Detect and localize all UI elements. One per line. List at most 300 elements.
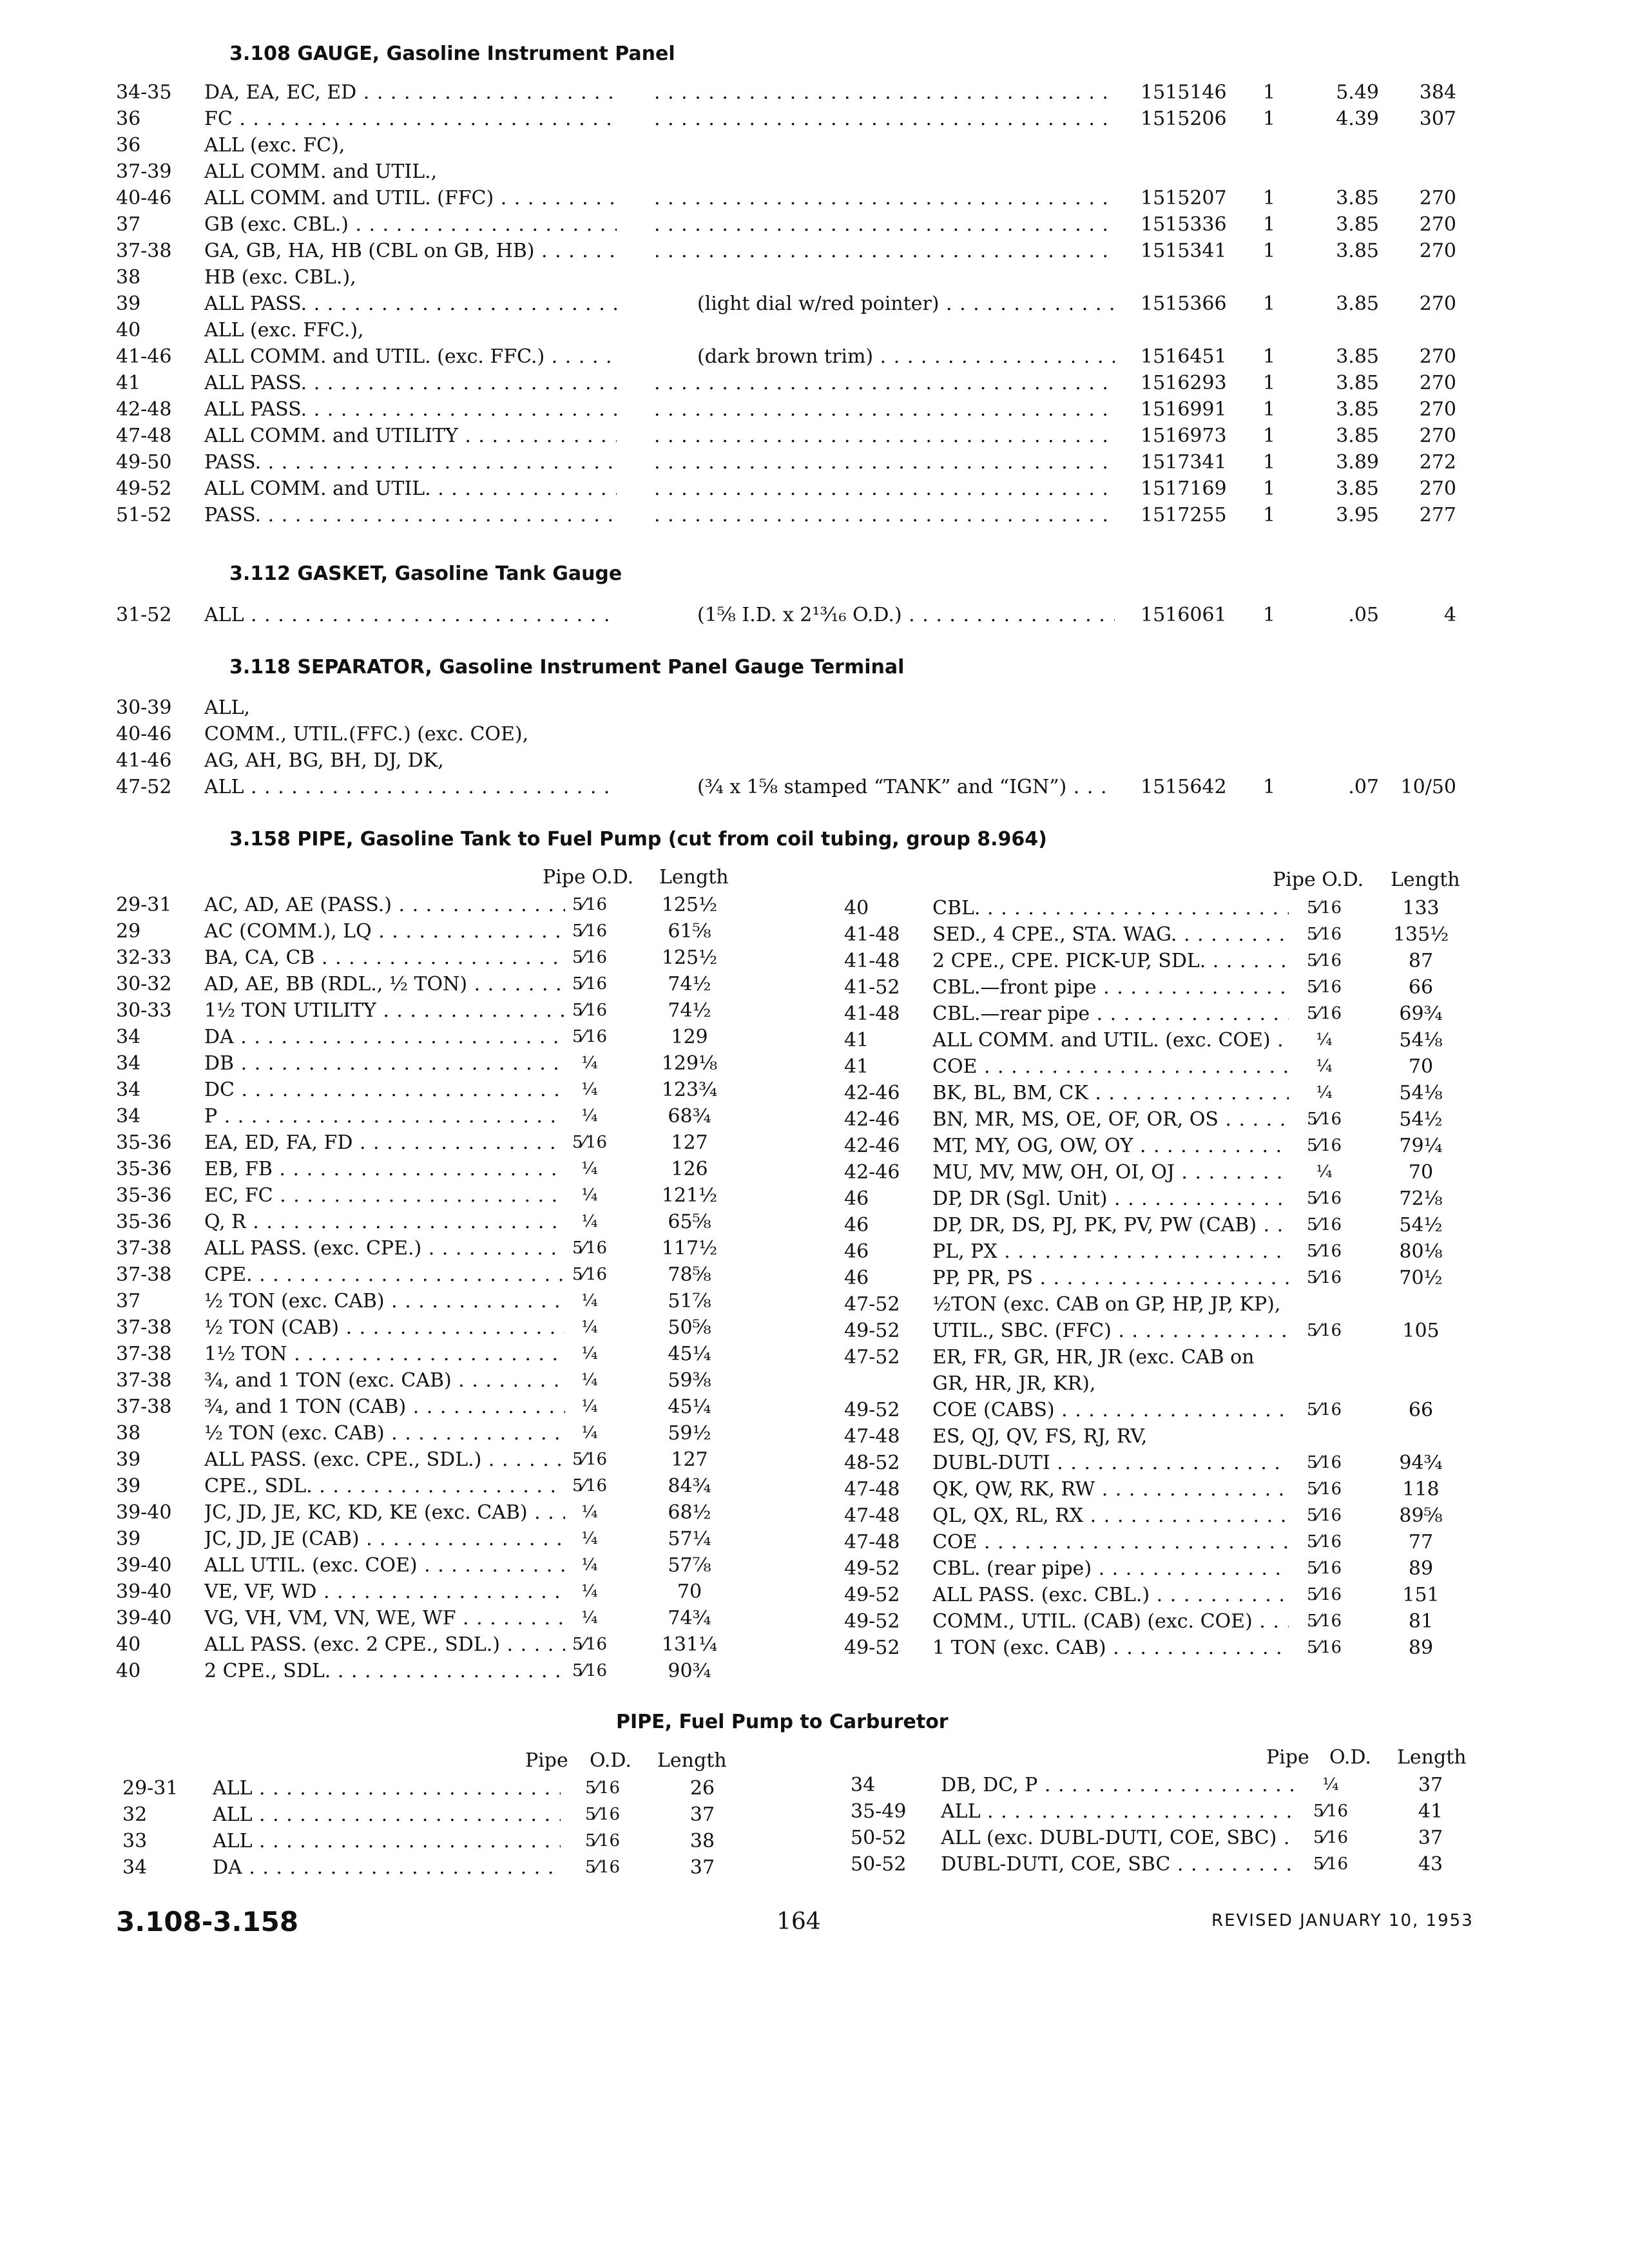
- quantity: 1: [1263, 81, 1276, 104]
- pipe-od: 5⁄16: [1313, 1828, 1348, 1847]
- model-description: QK, QW, RK, RW . . .: [932, 1476, 1289, 1503]
- model-year: 34: [851, 1774, 876, 1796]
- pipe-od: ¼: [581, 1529, 598, 1548]
- pipe-length: 54½: [1399, 1108, 1443, 1131]
- pipe-od: ¼: [581, 1106, 598, 1126]
- part-note: [654, 106, 1115, 132]
- model-year: 46: [844, 1240, 869, 1263]
- part-row: [0, 476, 1629, 502]
- model-description: ALL PASS. (exc. CBL.) . . .: [932, 1582, 1289, 1608]
- model-description: GB (exc. CBL.) . . .: [204, 211, 617, 238]
- pipe-length: 105: [1402, 1320, 1440, 1342]
- model-description: COE . . .: [932, 1053, 1289, 1080]
- pipe-od: 5⁄16: [572, 1265, 607, 1284]
- pipe-od: ¼: [581, 1291, 598, 1311]
- pipe-length: 65⅝: [668, 1211, 711, 1233]
- model-year: 41: [116, 372, 141, 394]
- model-description: DUBL-DUTI, COE, SBC . . .: [941, 1851, 1295, 1878]
- model-year: 38: [116, 266, 141, 289]
- pipe-od: 5⁄16: [572, 895, 607, 914]
- model-year: 49-52: [844, 1557, 900, 1580]
- model-year: 49-52: [844, 1637, 900, 1659]
- model-year: 39: [116, 1475, 141, 1497]
- pipe-row: [0, 1027, 1629, 1053]
- model-description: ½TON (exc. CAB on GP, HP, JP, KP),: [932, 1293, 1281, 1316]
- pipe-length: 151: [1402, 1584, 1440, 1606]
- model-description: ALL UTIL. (exc. COE) . . .: [204, 1552, 565, 1579]
- model-year: 42-46: [844, 1082, 900, 1104]
- model-year: 40: [844, 897, 869, 919]
- pipe-length: 45¼: [668, 1396, 711, 1418]
- model-year: 31-52: [116, 604, 172, 626]
- model-description: 1½ TON UTILITY . . .: [204, 997, 565, 1024]
- pipe-length: 72⅛: [1399, 1187, 1443, 1210]
- pipe-row: [0, 1159, 1629, 1186]
- pipe-od: ¼: [581, 1397, 598, 1416]
- model-year: 39-40: [116, 1501, 172, 1524]
- model-year: 42-48: [116, 398, 172, 421]
- pipe-row: [0, 1397, 1629, 1423]
- pipe-row: [0, 1582, 1629, 1608]
- model-year: 37-39: [116, 160, 172, 183]
- pipe-od: 5⁄16: [1307, 1004, 1342, 1023]
- quantity: 1: [1263, 504, 1276, 526]
- pipe-row: [0, 921, 1629, 948]
- part-number: 1516991: [1141, 398, 1227, 421]
- list-price: 5.49: [1336, 81, 1379, 104]
- model-year: 47-48: [844, 1478, 900, 1501]
- weight: 4: [1443, 604, 1456, 626]
- model-description: CBL.—rear pipe . . .: [932, 1001, 1289, 1027]
- pipe-length: 51⅞: [668, 1290, 711, 1312]
- model-year: 35-36: [116, 1131, 172, 1154]
- pipe-od: 5⁄16: [1307, 1532, 1342, 1552]
- model-year: 41: [844, 1029, 869, 1052]
- model-year: 36: [116, 134, 141, 157]
- pipe-length: 81: [1408, 1610, 1434, 1633]
- pipe-od: 5⁄16: [572, 921, 607, 941]
- pipe-od: ¼: [581, 1370, 598, 1390]
- part-note: [654, 449, 1115, 476]
- model-description: ALL . . .: [204, 602, 617, 628]
- part-row: [0, 264, 1629, 291]
- pipe-length: 70½: [1399, 1267, 1443, 1289]
- pipe-row: [0, 895, 1629, 921]
- part-row: [0, 132, 1629, 159]
- pipe-row: [0, 1825, 1629, 1851]
- pipe-od: 5⁄16: [572, 1476, 607, 1495]
- model-description: EB, FB . . .: [204, 1156, 565, 1182]
- model-year: 41-46: [116, 749, 172, 772]
- section-heading-3-108: 3.108 GAUGE, Gasoline Instrument Panel: [229, 43, 675, 65]
- model-description: ALL PASS. (exc. 2 CPE., SDL.) . . .: [204, 1631, 565, 1658]
- list-price: 3.85: [1336, 240, 1379, 262]
- pipe-length: 70: [1408, 1161, 1434, 1184]
- part-number: 1517341: [1141, 451, 1227, 474]
- pipe-od: 5⁄16: [585, 1805, 620, 1824]
- model-year: 34: [116, 1052, 141, 1075]
- model-year: 39-40: [116, 1607, 172, 1629]
- model-description: 1½ TON . . .: [204, 1341, 565, 1367]
- model-year: 39-40: [116, 1581, 172, 1603]
- part-note: [654, 396, 1115, 423]
- list-price: 3.85: [1336, 477, 1379, 500]
- model-year: 49-52: [844, 1399, 900, 1421]
- model-year: 36: [116, 108, 141, 130]
- model-year: 39: [116, 1448, 141, 1471]
- pipe-length: 78⅝: [668, 1264, 711, 1286]
- pipe-od: ¼: [581, 1053, 598, 1073]
- model-year: 35-36: [116, 1211, 172, 1233]
- model-year: 49-52: [844, 1584, 900, 1606]
- pipe-length: 127: [671, 1448, 708, 1471]
- model-description: COMM., UTIL.(FFC.) (exc. COE),: [204, 723, 529, 745]
- model-year: 42-46: [844, 1161, 900, 1184]
- model-description: ½ TON (exc. CAB) . . .: [204, 1288, 565, 1314]
- pipe-length: 59½: [668, 1422, 711, 1445]
- pipe-od: ¼: [581, 1159, 598, 1178]
- model-description: SED., 4 CPE., STA. WAG. . . .: [932, 921, 1289, 948]
- pipe-od: 5⁄16: [1313, 1802, 1348, 1821]
- pipe-row: [0, 1106, 1629, 1133]
- model-year: 34: [116, 1105, 141, 1128]
- part-note: [654, 238, 1115, 264]
- pipe-length: 66: [1408, 1399, 1434, 1421]
- model-year: 30-39: [116, 697, 172, 719]
- part-number: 1515336: [1141, 213, 1227, 236]
- pipe-length: 61⅝: [668, 920, 711, 943]
- model-year: 42-46: [844, 1108, 900, 1131]
- pipe-length: 77: [1408, 1531, 1434, 1553]
- model-description: ALL PASS. (exc. CPE.) . . .: [204, 1235, 565, 1262]
- model-description: DA . . .: [213, 1854, 561, 1881]
- pipe-od: ¼: [581, 1423, 598, 1443]
- model-year: 47-52: [844, 1346, 900, 1369]
- model-description: DP, DR, DS, PJ, PK, PV, PW (CAB) . . .: [932, 1212, 1289, 1238]
- pipe-row: [0, 948, 1629, 974]
- model-description: ALL . . .: [213, 1775, 561, 1802]
- pipe-row: [0, 1001, 1629, 1027]
- list-price: 3.89: [1336, 451, 1379, 474]
- pipe-od: 5⁄16: [1307, 1453, 1342, 1472]
- pipe-length: 94¾: [1399, 1452, 1443, 1474]
- model-year: 39: [116, 1528, 141, 1550]
- pipe-od: ¼: [581, 1555, 598, 1575]
- pipe-od: 5⁄16: [572, 948, 607, 967]
- part-note: (light dial w/red pointer) . . .: [697, 291, 1115, 317]
- pipe-length: 45¼: [668, 1343, 711, 1365]
- pipe-length: 80⅛: [1399, 1240, 1443, 1263]
- part-number: 1515366: [1141, 293, 1227, 315]
- pipe-row: [0, 1798, 1629, 1825]
- model-description: PL, PX . . .: [932, 1238, 1289, 1265]
- model-year: 48-52: [844, 1452, 900, 1474]
- list-price: 3.95: [1336, 504, 1379, 526]
- part-row: [0, 291, 1629, 317]
- part-row: [0, 602, 1629, 628]
- model-description: ALL COMM. and UTIL. . . .: [204, 476, 617, 502]
- part-note: (¾ x 1⅝ stamped “TANK” and “IGN”) . . .: [697, 774, 1115, 800]
- pipe-length: 69¾: [1399, 1003, 1443, 1025]
- pipe-length: 38: [689, 1830, 715, 1852]
- pipe-length: 118: [1402, 1478, 1440, 1501]
- pipe-row: [0, 1212, 1629, 1238]
- col-header-pipe-od-right: Pipe O.D.: [1273, 869, 1364, 891]
- pipe-row: [0, 1318, 1629, 1344]
- model-year: 46: [844, 1267, 869, 1289]
- model-description: VG, VH, VM, VN, WE, WF . . .: [204, 1605, 565, 1631]
- pipe-row: [0, 1851, 1629, 1878]
- weight: 270: [1419, 345, 1456, 368]
- list-price: 3.85: [1336, 345, 1379, 368]
- list-price: 3.85: [1336, 372, 1379, 394]
- pipe-row: [0, 1608, 1629, 1635]
- part-row: [0, 396, 1629, 423]
- model-description: ALL . . .: [204, 774, 617, 800]
- pipe-row: [0, 1080, 1629, 1106]
- part-number: 1516061: [1141, 604, 1227, 626]
- pipe-row: [0, 1344, 1629, 1370]
- pipe-row: [0, 1450, 1629, 1476]
- part-number: 1517169: [1141, 477, 1227, 500]
- pipe-row: [0, 1658, 1629, 1684]
- model-description: ALL COMM. and UTIL. (FFC) . . .: [204, 185, 617, 211]
- part-row: [0, 721, 1629, 747]
- model-year: 51-52: [116, 504, 172, 526]
- part-row: [0, 343, 1629, 370]
- part-note: [654, 79, 1115, 106]
- quantity: 1: [1263, 398, 1276, 421]
- pipe-od: ¼: [1316, 1057, 1333, 1076]
- col-header-length-right: Length: [1391, 869, 1460, 891]
- pipe-length: 66: [1408, 976, 1434, 999]
- model-description: CPE., SDL. . . .: [204, 1473, 565, 1499]
- model-year: 47-48: [844, 1425, 900, 1448]
- pipe-length: 57⅞: [668, 1554, 711, 1577]
- list-price: 3.85: [1336, 213, 1379, 236]
- weight: 270: [1419, 187, 1456, 209]
- model-description: ALL (exc. FC),: [204, 134, 345, 157]
- model-year: 41-48: [844, 923, 900, 946]
- model-description: JC, JD, JE (CAB) . . .: [204, 1526, 565, 1552]
- pipe-length: 68¾: [668, 1105, 711, 1128]
- pipe-od: 5⁄16: [1307, 1506, 1342, 1525]
- pipe-row: [0, 1635, 1629, 1661]
- part-row: [0, 774, 1629, 800]
- model-description: DA, EA, EC, ED . . .: [204, 79, 617, 106]
- model-description: ES, QJ, QV, FS, RJ, RV,: [932, 1425, 1148, 1448]
- model-description: AG, AH, BG, BH, DJ, DK,: [204, 749, 444, 772]
- pipe-length: 68½: [668, 1501, 711, 1524]
- section-heading-3-118: 3.118 SEPARATOR, Gasoline Instrument Panel Gauge Terminal: [229, 656, 905, 678]
- pipe-length: 126: [671, 1158, 708, 1180]
- model-year: 30-32: [116, 973, 172, 995]
- model-description: CBL.—front pipe . . .: [932, 974, 1289, 1001]
- model-description: AC, AD, AE (PASS.) . . .: [204, 892, 565, 918]
- model-description: ALL . . .: [213, 1802, 561, 1828]
- model-description: ½ TON (CAB) . . .: [204, 1314, 565, 1341]
- quantity: 1: [1263, 604, 1276, 626]
- pipe-od: 5⁄16: [572, 974, 607, 994]
- pipe-length: 74¾: [668, 1607, 711, 1629]
- model-year: 49-50: [116, 451, 172, 474]
- model-description: P . . .: [204, 1103, 565, 1129]
- section-heading-carburetor-pipe: PIPE, Fuel Pump to Carburetor: [616, 1711, 949, 1733]
- part-row: [0, 106, 1629, 132]
- model-description: AD, AE, BB (RDL., ½ TON) . . .: [204, 971, 565, 997]
- model-year: 49-52: [844, 1610, 900, 1633]
- list-price: 3.85: [1336, 398, 1379, 421]
- pipe-row: [0, 1265, 1629, 1291]
- model-description: CPE. . . .: [204, 1262, 565, 1288]
- model-year: 37-38: [116, 240, 172, 262]
- col-header-od-left: O.D.: [590, 1749, 631, 1772]
- model-description: ALL COMM. and UTIL.,: [204, 160, 438, 183]
- pipe-length: 90¾: [668, 1660, 711, 1682]
- model-description: BK, BL, BM, CK . . .: [932, 1080, 1289, 1106]
- weight: 270: [1419, 425, 1456, 447]
- part-row: [0, 317, 1629, 343]
- list-price: .07: [1348, 776, 1379, 798]
- pipe-od: ¼: [581, 1344, 598, 1363]
- model-description: CBL. . . .: [932, 895, 1289, 921]
- pipe-row: [0, 1503, 1629, 1529]
- pipe-length: 43: [1418, 1853, 1443, 1876]
- pipe-od: ¼: [581, 1186, 598, 1205]
- col-header-pipe-od-left: Pipe O.D.: [543, 866, 634, 889]
- pipe-od: 5⁄16: [572, 1001, 607, 1020]
- pipe-od: 5⁄16: [572, 1238, 607, 1258]
- col-header-pipe-left: Pipe: [525, 1749, 568, 1772]
- model-description: ALL (exc. FFC.),: [204, 319, 364, 341]
- model-year: 37: [116, 1290, 141, 1312]
- model-year: 47-52: [844, 1293, 900, 1316]
- weight: 270: [1419, 213, 1456, 236]
- list-price: 3.85: [1336, 425, 1379, 447]
- model-description: ALL PASS. (exc. CPE., SDL.) . . .: [204, 1446, 565, 1473]
- model-year: 41-46: [116, 345, 172, 368]
- pipe-od: ¼: [1316, 1162, 1333, 1182]
- model-description: ALL PASS. . . .: [204, 396, 617, 423]
- model-year: 46: [844, 1187, 869, 1210]
- pipe-row: [0, 1370, 1629, 1397]
- model-year: 37-38: [116, 1369, 172, 1392]
- model-description: DC . . .: [204, 1077, 565, 1103]
- pipe-length: 37: [1418, 1774, 1443, 1796]
- model-year: 34: [116, 1079, 141, 1101]
- part-number: 1515207: [1141, 187, 1227, 209]
- pipe-row: [0, 1133, 1629, 1159]
- model-year: 35-36: [116, 1158, 172, 1180]
- pipe-row: [0, 1555, 1629, 1582]
- pipe-length: 89: [1408, 1557, 1434, 1580]
- model-description: ALL COMM. and UTILITY . . .: [204, 423, 617, 449]
- part-row: [0, 747, 1629, 774]
- model-year: 34: [122, 1856, 148, 1879]
- model-year: 47-48: [844, 1531, 900, 1553]
- pipe-length: 131¼: [661, 1633, 718, 1656]
- model-description: ALL (exc. DUBL-DUTI, COE, SBC) . . .: [941, 1825, 1295, 1851]
- pipe-length: 37: [689, 1856, 715, 1879]
- model-year: 37-38: [116, 1237, 172, 1260]
- weight: 270: [1419, 372, 1456, 394]
- model-description: BN, MR, MS, OE, OF, OR, OS . . .: [932, 1106, 1289, 1133]
- pipe-length: 84¾: [668, 1475, 711, 1497]
- part-row: [0, 79, 1629, 106]
- pipe-od: 5⁄16: [1307, 1559, 1342, 1578]
- model-description: UTIL., SBC. (FFC) . . .: [932, 1318, 1289, 1344]
- pipe-od: 5⁄16: [585, 1858, 620, 1877]
- pipe-length: 133: [1402, 897, 1440, 919]
- model-description: BA, CA, CB . . .: [204, 945, 565, 971]
- col-header-pipe-right: Pipe: [1266, 1746, 1309, 1769]
- model-description: ALL . . .: [941, 1798, 1295, 1825]
- model-year: 35-49: [851, 1800, 907, 1823]
- list-price: 4.39: [1336, 108, 1379, 130]
- pipe-row: [0, 974, 1629, 1001]
- pipe-od: 5⁄16: [1307, 1215, 1342, 1235]
- pipe-od: ¼: [581, 1212, 598, 1231]
- model-description: PASS. . . .: [204, 502, 617, 528]
- quantity: 1: [1263, 187, 1276, 209]
- model-year: 29-31: [116, 894, 172, 916]
- model-year: 39-40: [116, 1554, 172, 1577]
- model-year: 41-52: [844, 976, 900, 999]
- model-year: 41: [844, 1055, 869, 1078]
- model-year: 49-52: [116, 477, 172, 500]
- part-row: [0, 185, 1629, 211]
- model-description: ALL COMM. and UTIL. (exc. COE) . . .: [932, 1027, 1289, 1053]
- model-year: 50-52: [851, 1827, 907, 1849]
- model-description: AC (COMM.), LQ . . .: [204, 918, 565, 945]
- pipe-od: 5⁄16: [572, 1661, 607, 1680]
- quantity: 1: [1263, 108, 1276, 130]
- pipe-length: 37: [689, 1803, 715, 1826]
- pipe-length: 26: [689, 1777, 715, 1800]
- model-year: 40: [116, 1660, 141, 1682]
- weight: 307: [1419, 108, 1456, 130]
- model-description: ALL . . .: [213, 1828, 561, 1854]
- model-year: 40-46: [116, 723, 172, 745]
- model-year: 47-52: [116, 776, 172, 798]
- part-note: [654, 370, 1115, 396]
- model-description: DB . . .: [204, 1050, 565, 1077]
- weight: 270: [1419, 398, 1456, 421]
- pipe-row: [0, 1186, 1629, 1212]
- part-number: 1517255: [1141, 504, 1227, 526]
- col-header-length-left: Length: [659, 866, 729, 889]
- pipe-length: 123¾: [661, 1079, 718, 1101]
- quantity: 1: [1263, 477, 1276, 500]
- weight: 277: [1419, 504, 1456, 526]
- pipe-od: 5⁄16: [585, 1831, 620, 1850]
- model-year: 30-33: [116, 999, 172, 1022]
- model-year: 35-36: [116, 1184, 172, 1207]
- model-year: 34: [116, 1026, 141, 1048]
- model-year: 41-48: [844, 1003, 900, 1025]
- model-year: 40-46: [116, 187, 172, 209]
- pipe-length: 127: [671, 1131, 708, 1154]
- model-description: MT, MY, OG, OW, OY . . .: [932, 1133, 1289, 1159]
- pipe-od: 5⁄16: [1307, 898, 1342, 918]
- pipe-od: 5⁄16: [572, 1027, 607, 1046]
- model-description: 2 CPE., CPE. PICK-UP, SDL. . . .: [932, 948, 1289, 974]
- part-row: [0, 695, 1629, 721]
- pipe-row: [0, 1772, 1629, 1798]
- pipe-od: 5⁄16: [1313, 1854, 1348, 1874]
- model-description: CBL. (rear pipe) . . .: [932, 1555, 1289, 1582]
- pipe-od: 5⁄16: [1307, 1242, 1342, 1261]
